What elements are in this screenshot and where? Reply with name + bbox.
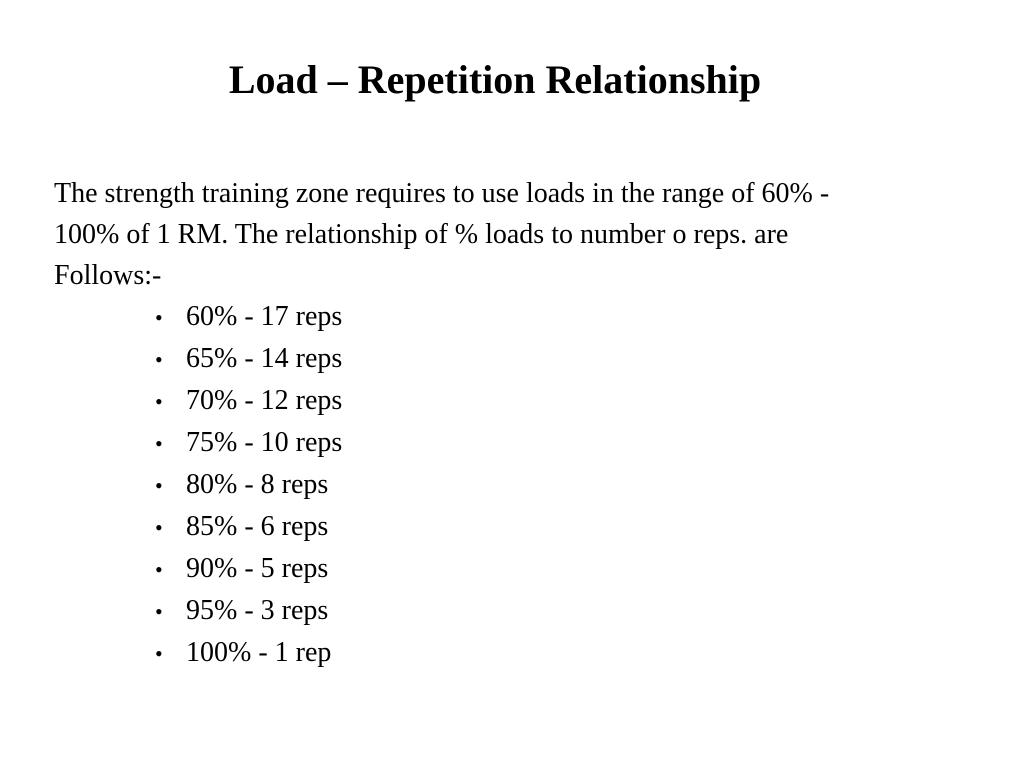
list-item-text: 65% - 14 reps xyxy=(186,343,343,374)
bullet-icon: • xyxy=(155,473,163,498)
list-item-text: 100% - 1 rep xyxy=(186,637,332,668)
list-item-text: 80% - 8 reps xyxy=(186,469,329,500)
bullet-icon: • xyxy=(155,515,163,540)
list-item xyxy=(155,590,342,632)
bullet-icon: • xyxy=(155,347,163,372)
bullet-icon: • xyxy=(155,599,163,624)
list-item xyxy=(155,422,342,464)
list-item xyxy=(155,380,342,422)
intro-line: Follows:- xyxy=(54,260,162,291)
bullet-icon: • xyxy=(155,431,163,456)
intro-line: 100% of 1 RM. The relationship of % loads to number o reps. are xyxy=(54,219,789,250)
list-item xyxy=(155,506,342,548)
bullet-icon: • xyxy=(155,389,163,414)
list-item xyxy=(155,548,342,590)
list-item-text: 95% - 3 reps xyxy=(186,595,329,626)
list-item-text: 85% - 6 reps xyxy=(186,511,329,542)
intro-paragraph xyxy=(54,173,1014,296)
intro-line: The strength training zone requires to use loads in the range of 60% - xyxy=(54,178,830,209)
bullet-icon: • xyxy=(155,641,163,666)
bullet-icon: • xyxy=(155,557,163,582)
list-item xyxy=(155,338,342,380)
list-item-text: 60% - 17 reps xyxy=(186,301,343,332)
list-item xyxy=(155,632,342,674)
list-item-text: 70% - 12 reps xyxy=(186,385,343,416)
list-item-text: 75% - 10 reps xyxy=(186,427,343,458)
slide-title: Load – Repetition Relationship xyxy=(228,57,762,102)
load-reps-list xyxy=(155,296,342,674)
list-item xyxy=(155,296,342,338)
bullet-icon: • xyxy=(155,305,163,330)
list-item-text: 90% - 5 reps xyxy=(186,553,329,584)
list-item xyxy=(155,464,342,506)
